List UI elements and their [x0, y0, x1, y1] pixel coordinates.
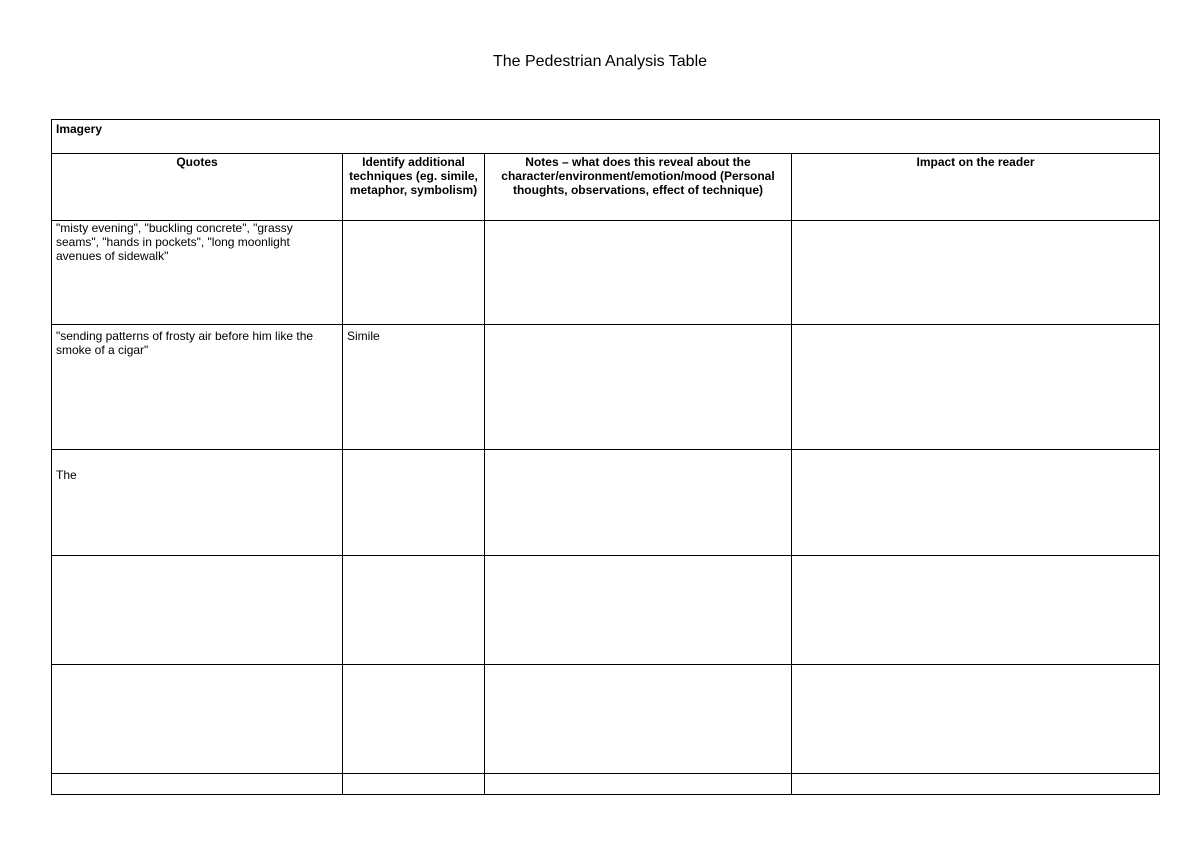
cell-notes[interactable] — [485, 325, 792, 450]
cell-technique[interactable] — [343, 665, 485, 774]
table-row — [52, 325, 1160, 450]
cell-impact[interactable] — [792, 221, 1160, 325]
cell-notes[interactable] — [485, 556, 792, 665]
table-row — [52, 774, 1160, 795]
cell-quote[interactable]: "misty evening", "buckling concrete", "grassy seams", "hands in pockets", "long moonlight avenues of sidewalk" — [52, 221, 343, 325]
section-label-imagery: Imagery — [52, 120, 1160, 154]
cell-quote[interactable]: The — [52, 450, 343, 556]
cell-notes[interactable] — [485, 450, 792, 556]
cell-impact[interactable] — [792, 325, 1160, 450]
cell-technique[interactable] — [343, 556, 485, 665]
analysis-table — [51, 119, 1160, 795]
header-impact: Impact on the reader — [792, 154, 1160, 221]
cell-technique[interactable] — [343, 774, 485, 795]
cell-technique[interactable]: Simile — [343, 325, 485, 450]
cell-notes[interactable] — [485, 665, 792, 774]
cell-technique[interactable] — [343, 221, 485, 325]
cell-impact[interactable] — [792, 774, 1160, 795]
header-techniques: Identify additional techniques (eg. simile, metaphor, symbolism) — [343, 154, 485, 221]
cell-impact[interactable] — [792, 450, 1160, 556]
table-row — [52, 450, 1160, 556]
cell-quote[interactable] — [52, 665, 343, 774]
cell-impact[interactable] — [792, 556, 1160, 665]
cell-notes[interactable] — [485, 221, 792, 325]
cell-technique[interactable] — [343, 450, 485, 556]
table-row — [52, 221, 1160, 325]
cell-quote[interactable] — [52, 774, 343, 795]
header-notes: Notes – what does this reveal about the character/environment/emotion/mood (Personal thoughts, observations, effect of technique) — [485, 154, 792, 221]
cell-notes[interactable] — [485, 774, 792, 795]
table-row — [52, 665, 1160, 774]
cell-impact[interactable] — [792, 665, 1160, 774]
cell-quote[interactable] — [52, 556, 343, 665]
table-section-row — [52, 120, 1160, 154]
cell-quote[interactable]: "sending patterns of frosty air before him like the smoke of a cigar" — [52, 325, 343, 450]
table-row — [52, 556, 1160, 665]
page-title: The Pedestrian Analysis Table — [492, 53, 708, 70]
header-quotes: Quotes — [52, 154, 343, 221]
table-header-row — [52, 154, 1160, 221]
